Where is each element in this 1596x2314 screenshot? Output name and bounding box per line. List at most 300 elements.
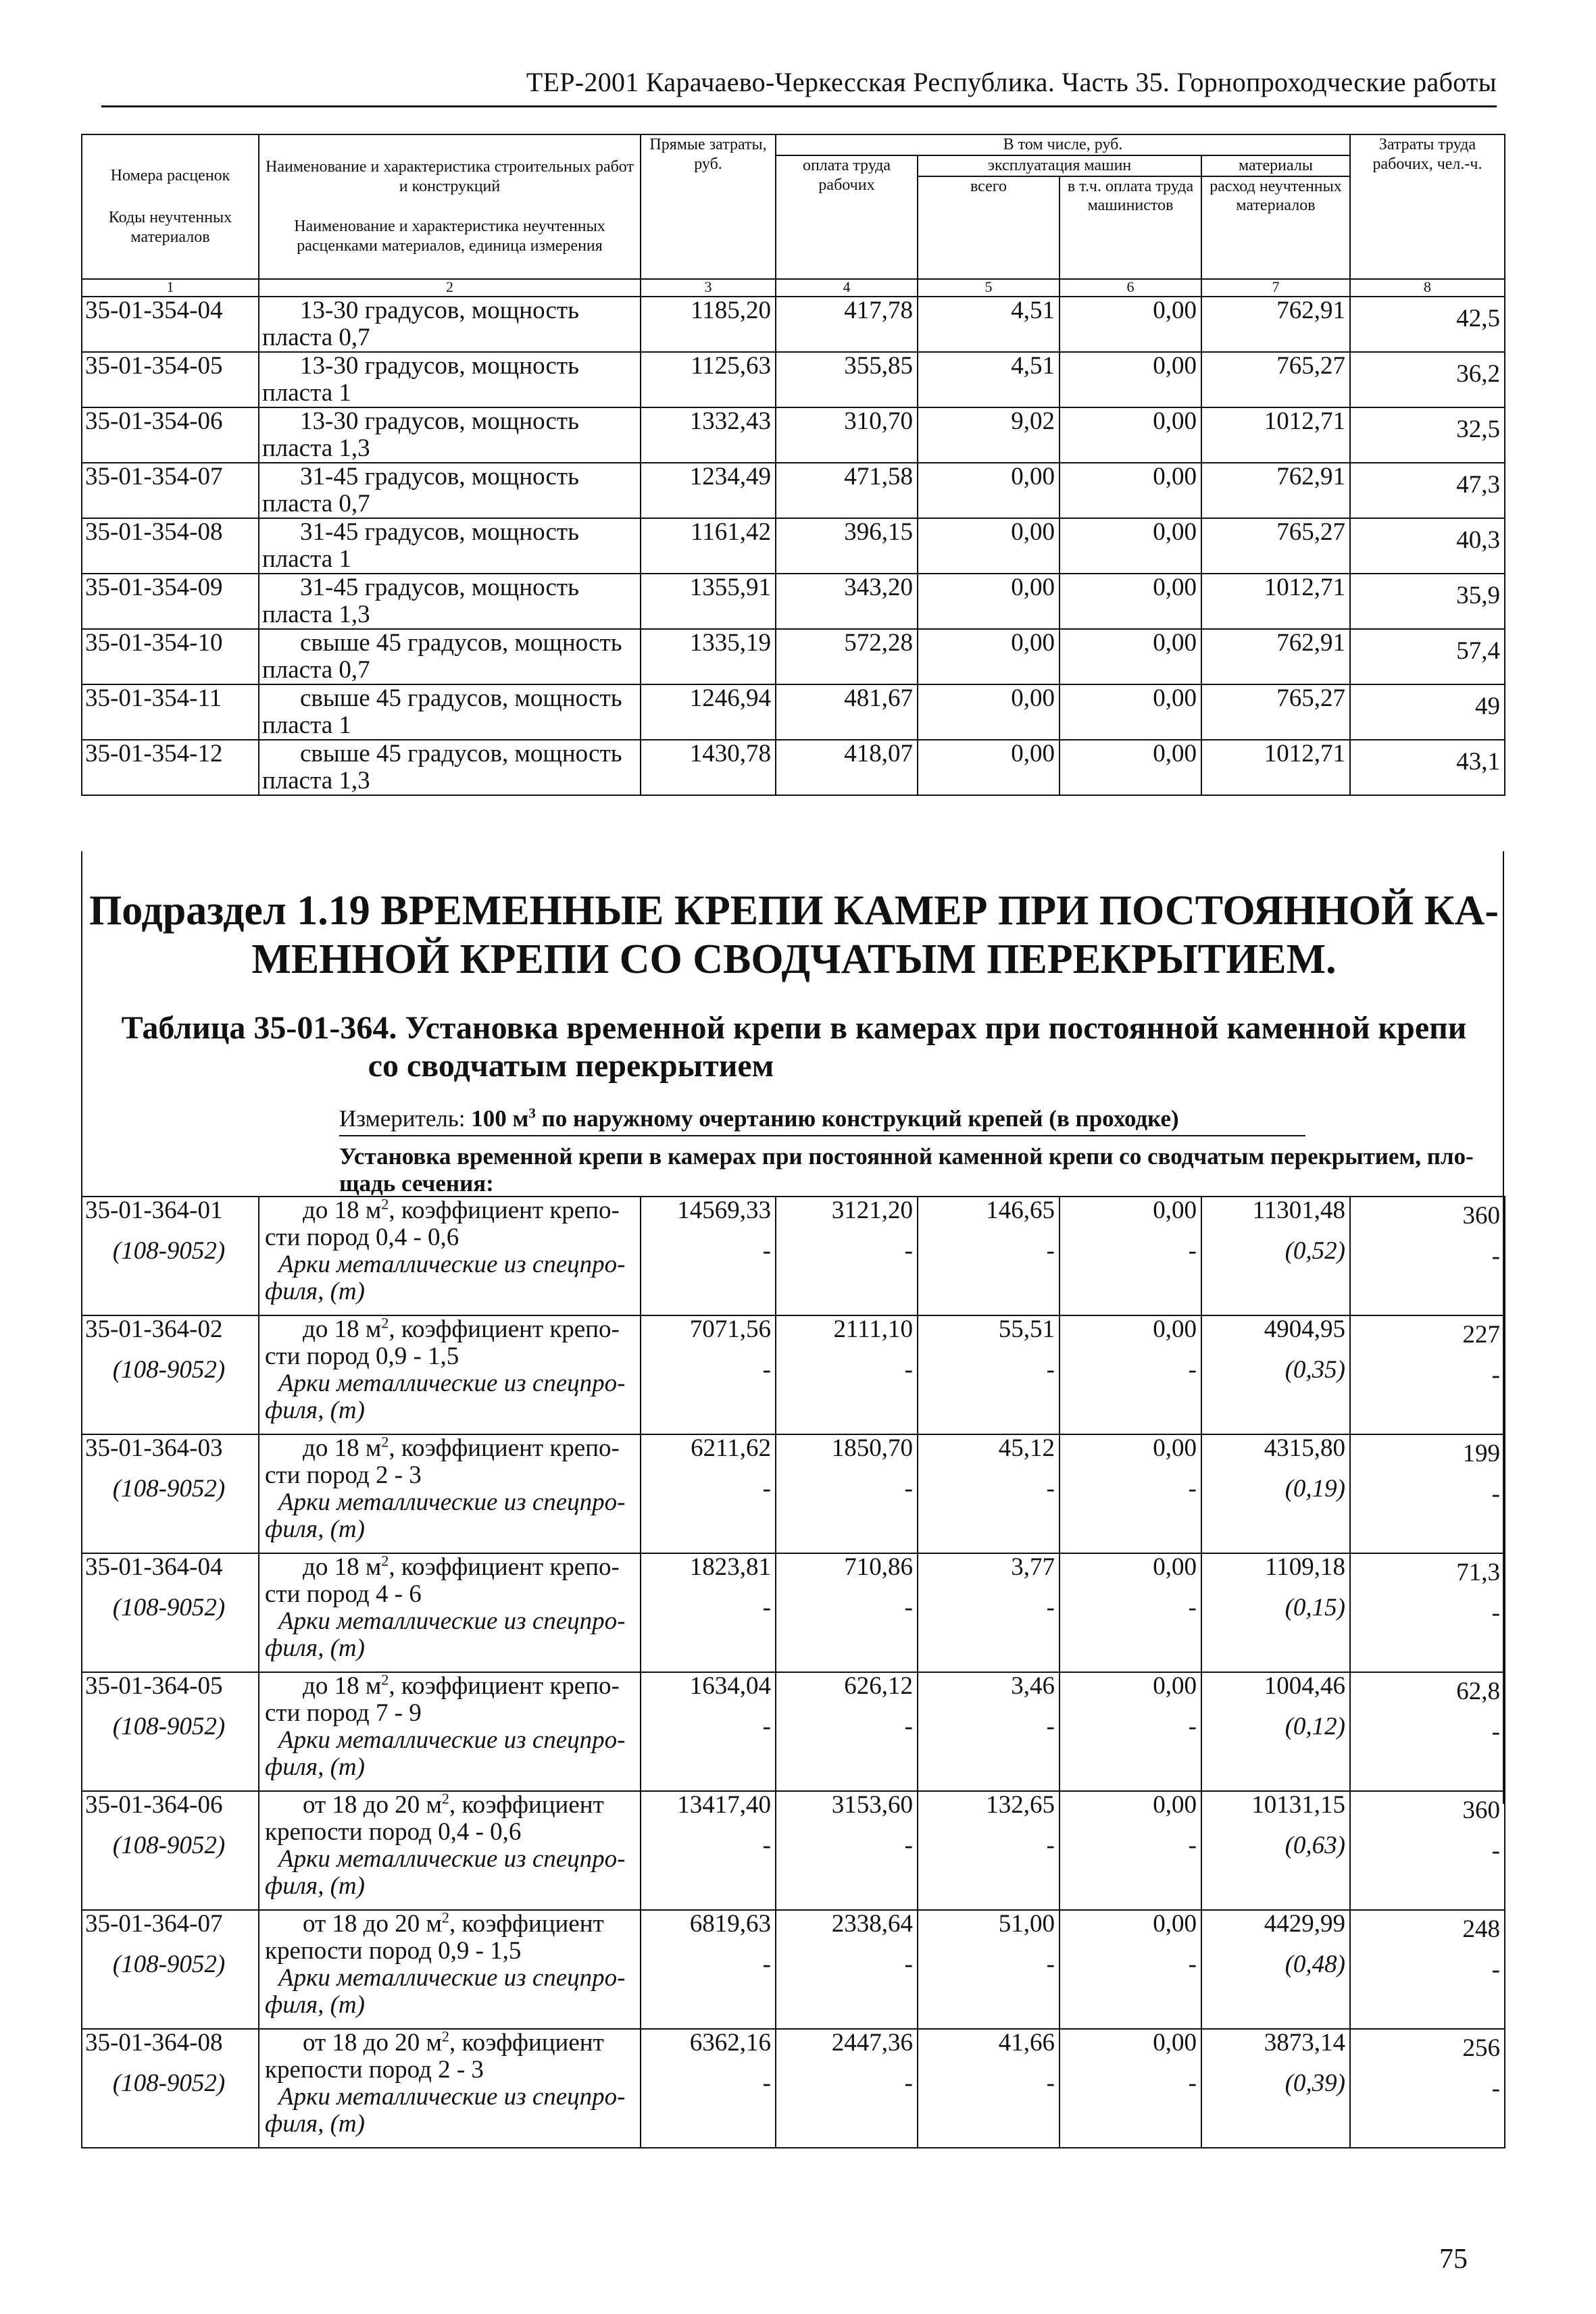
name-sup: 2 <box>381 1197 389 1213</box>
labor-pay <box>776 1910 918 2029</box>
rate-code: 35-01-364-02 <box>85 1315 223 1343</box>
machines-total <box>918 1315 1059 1434</box>
resource-operators-pay: - <box>1188 1356 1197 1384</box>
rate-name-line2: пласта 1 <box>262 545 351 573</box>
spacer <box>1207 1462 1345 1476</box>
resource-code: (108-9052) <box>112 1356 226 1384</box>
rate-code-cell <box>82 1197 259 1315</box>
labor-hours-value: 71,3 <box>1456 1559 1500 1586</box>
spacer <box>782 1343 913 1357</box>
materials-cost <box>1201 1672 1350 1791</box>
machines-total <box>918 1672 1059 1791</box>
name-post: , коэффициент <box>449 1910 604 1938</box>
table-row <box>82 352 1505 407</box>
rate-name <box>259 1315 641 1434</box>
table-row <box>82 297 1505 352</box>
labor-pay: 396,15 <box>776 518 918 574</box>
resource-materials-cost: (0,52) <box>1285 1237 1345 1265</box>
labor-pay-value: 3121,20 <box>831 1197 913 1224</box>
operators-pay <box>1059 1315 1201 1434</box>
spacer <box>1356 1824 1500 1838</box>
operators-pay-value: 0,00 <box>1153 1553 1197 1581</box>
operators-pay-value: 0,00 <box>1153 1434 1197 1462</box>
spacer <box>1207 1938 1345 1951</box>
labor-pay <box>776 1197 918 1315</box>
rate-name-line1: 31-45 градусов, мощность <box>300 518 579 546</box>
materials-cost: 1012,71 <box>1201 407 1350 463</box>
labor-pay-value: 3153,60 <box>831 1791 913 1819</box>
rate-name <box>259 2029 641 2148</box>
rate-name <box>259 740 641 795</box>
resource-operators-pay: - <box>1188 1713 1197 1740</box>
spacer <box>782 1581 913 1594</box>
direct-costs-value: 7071,56 <box>689 1315 771 1343</box>
rate-name-line2: сти пород 7 - 9 <box>265 1699 422 1727</box>
spacer <box>1207 2057 1345 2070</box>
machines-total-value: 55,51 <box>998 1315 1055 1343</box>
operators-pay: 0,00 <box>1059 574 1201 629</box>
direct-costs <box>641 1315 776 1434</box>
column-number: 8 <box>1350 279 1505 297</box>
column-number: 4 <box>776 279 918 297</box>
machines-total: 4,51 <box>918 352 1059 407</box>
spacer <box>647 1819 771 1832</box>
rate-code: 35-01-364-01 <box>85 1197 223 1224</box>
rate-name-line2: крепости пород 0,9 - 1,5 <box>265 1937 522 1965</box>
rate-name <box>259 1910 641 2029</box>
operators-pay: 0,00 <box>1059 463 1201 518</box>
header-operators-pay: в т.ч. оплата труда машинистов <box>1059 176 1201 279</box>
labor-hours <box>1350 1672 1505 1791</box>
spacer <box>647 2057 771 2070</box>
table-title-line2: со сводчатым перекрытием <box>368 1048 774 1084</box>
rate-name-line1 <box>265 1554 634 1581</box>
rate-code-cell <box>82 1791 259 1910</box>
operators-pay <box>1059 1791 1201 1910</box>
resource-machines-total: - <box>1046 1832 1055 1859</box>
rate-code: 35-01-364-04 <box>85 1553 223 1581</box>
materials-cost: 765,27 <box>1201 352 1350 407</box>
rate-code: 35-01-364-03 <box>85 1434 223 1462</box>
resource-direct-costs: - <box>762 1713 771 1740</box>
page-header: ТЕР-2001 Карачаево-Черкесская Республика. Часть 35. Горнопроходческие работы <box>526 67 1497 97</box>
spacer <box>1066 1224 1197 1238</box>
machines-total <box>918 1197 1059 1315</box>
resource-name-line2: филя, (т) <box>265 2110 365 2138</box>
resource-labor-hours: - <box>1491 1718 1500 1746</box>
direct-costs: 1332,43 <box>641 407 776 463</box>
rate-name <box>259 1553 641 1672</box>
resource-labor-hours: - <box>1491 1361 1500 1389</box>
rate-code: 35-01-354-06 <box>82 407 259 463</box>
operators-pay <box>1059 2029 1201 2148</box>
machines-total: 0,00 <box>918 574 1059 629</box>
table-header <box>82 134 1505 279</box>
resource-labor-hours: - <box>1491 1956 1500 1984</box>
resource-name-line2: филя, (т) <box>265 1397 365 1424</box>
direct-costs <box>641 1553 776 1672</box>
resource-name-line1: Арки металлические из спецпро- <box>278 1369 626 1397</box>
labor-pay: 310,70 <box>776 407 918 463</box>
table-row <box>82 684 1505 740</box>
resource-labor-pay: - <box>904 1832 913 1859</box>
resource-labor-pay: - <box>904 1594 913 1621</box>
meter-sup: 3 <box>528 1105 536 1122</box>
rate-name <box>259 629 641 684</box>
spacer <box>924 1581 1055 1594</box>
meter-rest: по наружному очертанию конструкций крепей (в проходке) <box>541 1105 1179 1132</box>
resource-materials-cost: (0,15) <box>1285 1594 1345 1621</box>
rate-code-cell <box>82 1672 259 1791</box>
machines-total <box>918 1434 1059 1553</box>
spacer <box>1356 1230 1500 1243</box>
rate-name <box>259 518 641 574</box>
materials-cost: 762,91 <box>1201 297 1350 352</box>
spacer <box>1066 2057 1197 2070</box>
operators-pay-value: 0,00 <box>1153 1315 1197 1343</box>
rate-name-line1: свыше 45 градусов, мощность <box>300 684 622 712</box>
operators-pay: 0,00 <box>1059 518 1201 574</box>
resource-labor-pay: - <box>904 1475 913 1503</box>
resource-code: (108-9052) <box>112 2069 226 2097</box>
spacer <box>1356 1943 1500 1957</box>
labor-pay: 471,58 <box>776 463 918 518</box>
header-machines: эксплуатация машин <box>918 155 1201 176</box>
operators-pay: 0,00 <box>1059 629 1201 684</box>
resource-name-line2: филя, (т) <box>265 1634 365 1662</box>
resource-materials-cost: (0,12) <box>1285 1713 1345 1740</box>
spacer <box>647 1700 771 1713</box>
resource-code: (108-9052) <box>112 1475 226 1503</box>
rate-name <box>259 574 641 629</box>
materials-cost: 762,91 <box>1201 629 1350 684</box>
labor-pay-value: 626,12 <box>844 1672 913 1700</box>
machines-total <box>918 1910 1059 2029</box>
spacer <box>85 1224 253 1238</box>
rate-name-line2: сти пород 4 - 6 <box>265 1580 422 1608</box>
resource-direct-costs: - <box>762 1951 771 1978</box>
name-pre: до 18 м <box>303 1434 382 1462</box>
labor-hours <box>1350 1434 1505 1553</box>
labor-pay-value: 2338,64 <box>831 1910 913 1938</box>
resource-direct-costs: - <box>762 1594 771 1621</box>
header-materials: материалы <box>1201 155 1350 176</box>
resource-materials-cost: (0,35) <box>1285 1356 1345 1384</box>
column-number: 2 <box>259 279 641 297</box>
name-sup: 2 <box>441 2029 450 2045</box>
resource-operators-pay: - <box>1188 2069 1197 2097</box>
spacer <box>1066 1581 1197 1594</box>
materials-cost: 1012,71 <box>1201 740 1350 795</box>
rate-name-line1: 31-45 градусов, мощность <box>300 462 579 491</box>
table-row <box>82 1197 1505 1315</box>
resource-name-line1: Арки металлические из спецпро- <box>278 2083 626 2111</box>
labor-pay <box>776 1553 918 1672</box>
spacer <box>1066 1819 1197 1832</box>
name-pre: от 18 до 20 м <box>303 1910 442 1938</box>
intro-line1: Установка временной крепи в камерах при постоянной каменной крепи со сводчатым перекрытием, пло- <box>339 1143 1474 1169</box>
materials-cost <box>1201 1910 1350 2029</box>
resource-operators-pay: - <box>1188 1594 1197 1621</box>
operators-pay <box>1059 1672 1201 1791</box>
spacer <box>782 1819 913 1832</box>
rate-name <box>259 463 641 518</box>
name-sup: 2 <box>381 1434 389 1451</box>
rate-name-line2: пласта 0,7 <box>262 655 370 684</box>
labor-hours: 32,5 <box>1350 407 1505 463</box>
rate-code: 35-01-354-04 <box>82 297 259 352</box>
spacer <box>924 1224 1055 1238</box>
labor-hours: 36,2 <box>1350 352 1505 407</box>
materials-cost <box>1201 1791 1350 1910</box>
resource-name-line1: Арки металлические из спецпро- <box>278 1488 626 1516</box>
machines-total: 0,00 <box>918 629 1059 684</box>
table-row <box>82 629 1505 684</box>
name-post: , коэффициент крепо- <box>389 1197 620 1224</box>
spacer <box>1066 1700 1197 1713</box>
rate-name <box>259 1197 641 1315</box>
direct-costs-value: 1634,04 <box>689 1672 771 1700</box>
resource-materials-cost: (0,19) <box>1285 1475 1345 1503</box>
rate-code: 35-01-364-06 <box>85 1791 223 1819</box>
resource-code: (108-9052) <box>112 1713 226 1740</box>
rate-name-line2: пласта 1 <box>262 378 351 407</box>
labor-hours: 47,3 <box>1350 463 1505 518</box>
operators-pay: 0,00 <box>1059 297 1201 352</box>
spacer <box>1066 1462 1197 1476</box>
direct-costs <box>641 1791 776 1910</box>
spacer <box>85 1462 253 1476</box>
rate-code: 35-01-364-08 <box>85 2029 223 2057</box>
table-row <box>82 463 1505 518</box>
labor-hours-value: 360 <box>1462 1796 1500 1824</box>
operators-pay: 0,00 <box>1059 407 1201 463</box>
operators-pay-value: 0,00 <box>1153 1672 1197 1700</box>
name-post: , коэффициент крепо- <box>389 1672 620 1700</box>
spacer <box>782 1462 913 1476</box>
spacer <box>1207 1581 1345 1594</box>
table-row <box>82 1910 1505 2029</box>
materials-cost <box>1201 2029 1350 2148</box>
resource-materials-cost: (0,63) <box>1285 1832 1345 1859</box>
resource-materials-cost: (0,39) <box>1285 2069 1345 2097</box>
machines-total: 0,00 <box>918 463 1059 518</box>
operators-pay <box>1059 1434 1201 1553</box>
materials-cost: 1012,71 <box>1201 574 1350 629</box>
spacer <box>924 1938 1055 1951</box>
machines-total <box>918 2029 1059 2148</box>
spacer <box>1356 1705 1500 1719</box>
resource-operators-pay: - <box>1188 1832 1197 1859</box>
direct-costs-value: 13417,40 <box>677 1791 771 1819</box>
labor-hours-value: 360 <box>1462 1202 1500 1230</box>
rate-name <box>259 1672 641 1791</box>
labor-hours: 43,1 <box>1350 740 1505 795</box>
operators-pay <box>1059 1910 1201 2029</box>
meter-value: 100 м <box>471 1105 529 1132</box>
name-post: , коэффициент <box>449 1791 604 1819</box>
resource-name-line2: филя, (т) <box>265 1991 365 2019</box>
resource-labor-hours: - <box>1491 1837 1500 1865</box>
labor-hours: 42,5 <box>1350 297 1505 352</box>
resource-labor-pay: - <box>904 1237 913 1265</box>
labor-pay <box>776 2029 918 2148</box>
machines-total-value: 3,77 <box>1011 1553 1055 1581</box>
table-row <box>82 740 1505 795</box>
labor-pay: 572,28 <box>776 629 918 684</box>
direct-costs: 1355,91 <box>641 574 776 629</box>
materials-cost-value: 4904,95 <box>1264 1315 1345 1343</box>
direct-costs <box>641 1434 776 1553</box>
header-including: В том числе, руб. <box>776 134 1350 155</box>
resource-machines-total: - <box>1046 1713 1055 1740</box>
name-post: , коэффициент <box>449 2029 604 2057</box>
name-sup: 2 <box>441 1910 450 1926</box>
labor-pay: 481,67 <box>776 684 918 740</box>
resource-name-line1: Арки металлические из спецпро- <box>278 1607 626 1635</box>
labor-hours: 57,4 <box>1350 629 1505 684</box>
rate-code: 35-01-354-11 <box>82 684 259 740</box>
name-post: , коэффициент крепо- <box>389 1553 620 1581</box>
spacer <box>782 1224 913 1238</box>
labor-hours: 35,9 <box>1350 574 1505 629</box>
unit-of-measure <box>339 1105 1179 1132</box>
rate-name-line2: пласта 0,7 <box>262 489 370 518</box>
name-pre: до 18 м <box>303 1315 382 1343</box>
resource-labor-hours: - <box>1491 1480 1500 1508</box>
rate-name-line2: пласта 1 <box>262 711 351 739</box>
rate-code-cell <box>82 1315 259 1434</box>
column-number: 3 <box>641 279 776 297</box>
table-row <box>82 1434 1505 1553</box>
meter-underline <box>339 1135 1305 1136</box>
name-post: , коэффициент крепо- <box>389 1315 620 1343</box>
materials-cost-value: 4429,99 <box>1264 1910 1345 1938</box>
table-row <box>82 1791 1505 1910</box>
resource-operators-pay: - <box>1188 1951 1197 1978</box>
machines-total-value: 41,66 <box>998 2029 1055 2057</box>
resource-direct-costs: - <box>762 1237 771 1265</box>
machines-total-value: 146,65 <box>986 1197 1055 1224</box>
materials-cost-value: 10131,15 <box>1251 1791 1345 1819</box>
header-rate-number <box>82 134 259 279</box>
column-number: 5 <box>918 279 1059 297</box>
subsection-title-line1: Подраздел 1.19 ВРЕМЕННЫЕ КРЕПИ КАМЕР ПРИ ПОСТОЯННОЙ КА- <box>89 888 1499 934</box>
rate-name-line1: 13-30 градусов, мощность <box>300 296 579 324</box>
labor-hours: 49 <box>1350 684 1505 740</box>
direct-costs <box>641 1197 776 1315</box>
labor-hours <box>1350 1553 1505 1672</box>
labor-hours <box>1350 1315 1505 1434</box>
spacer <box>782 1700 913 1713</box>
materials-cost-value: 3873,14 <box>1264 2029 1345 2057</box>
table-row <box>82 1315 1505 1434</box>
operators-pay-value: 0,00 <box>1153 1197 1197 1224</box>
resource-name-line1: Арки металлические из спецпро- <box>278 1845 626 1873</box>
labor-pay <box>776 1434 918 1553</box>
name-pre: от 18 до 20 м <box>303 2029 442 2057</box>
labor-hours-value: 62,8 <box>1456 1678 1500 1705</box>
resource-operators-pay: - <box>1188 1237 1197 1265</box>
rate-name <box>259 297 641 352</box>
materials-cost: 762,91 <box>1201 463 1350 518</box>
rate-name-line1: 13-30 градусов, мощность <box>300 407 579 435</box>
spacer <box>85 1819 253 1832</box>
spacer <box>85 1700 253 1713</box>
operators-pay <box>1059 1197 1201 1315</box>
name-sup: 2 <box>441 1791 450 1807</box>
direct-costs <box>641 1672 776 1791</box>
rate-name-line1: 13-30 градусов, мощность <box>300 351 579 380</box>
name-pre: до 18 м <box>303 1672 382 1700</box>
name-sup: 2 <box>381 1553 389 1569</box>
resource-direct-costs: - <box>762 1475 771 1503</box>
rate-code: 35-01-354-08 <box>82 518 259 574</box>
resource-code: (108-9052) <box>112 1832 226 1859</box>
header-col2-bottom: Наименование и характеристика неучтенных расценками материалов, единица измерения <box>294 217 605 255</box>
resource-machines-total: - <box>1046 2069 1055 2097</box>
labor-hours <box>1350 2029 1505 2148</box>
rate-name <box>259 684 641 740</box>
spacer <box>647 1581 771 1594</box>
direct-costs: 1430,78 <box>641 740 776 795</box>
spacer <box>85 2057 253 2070</box>
resource-direct-costs: - <box>762 1356 771 1384</box>
rate-code: 35-01-354-09 <box>82 574 259 629</box>
labor-hours-value: 199 <box>1462 1440 1500 1467</box>
direct-costs: 1161,42 <box>641 518 776 574</box>
machines-total-value: 132,65 <box>986 1791 1055 1819</box>
resource-machines-total: - <box>1046 1475 1055 1503</box>
labor-pay: 355,85 <box>776 352 918 407</box>
operators-pay: 0,00 <box>1059 740 1201 795</box>
rate-name-line1 <box>265 1435 634 1462</box>
rate-code: 35-01-364-05 <box>85 1672 223 1700</box>
column-number: 6 <box>1059 279 1201 297</box>
spacer <box>647 1343 771 1357</box>
table-title-line1: Таблица 35-01-364. Установка временной крепи в камерах при постоянной каменной крепи <box>121 1010 1467 1046</box>
labor-pay <box>776 1315 918 1434</box>
name-pre: от 18 до 20 м <box>303 1791 442 1819</box>
rate-name-line1 <box>265 1197 634 1224</box>
materials-cost-value: 4315,80 <box>1264 1434 1345 1462</box>
spacer <box>1207 1343 1345 1357</box>
resource-labor-pay: - <box>904 1356 913 1384</box>
header-rule <box>101 105 1497 107</box>
materials-cost: 765,27 <box>1201 518 1350 574</box>
subsection-title-line2: МЕННОЙ КРЕПИ СО СВОДЧАТЫМ ПЕРЕКРЫТИЕМ. <box>251 936 1337 982</box>
column-numbers <box>82 279 1505 297</box>
labor-hours <box>1350 1197 1505 1315</box>
installation-intro <box>339 1143 1481 1197</box>
table-row <box>82 2029 1505 2148</box>
resource-labor-hours: - <box>1491 1599 1500 1627</box>
header-col1-top: Номера расценок <box>110 166 230 184</box>
header-work-name <box>259 134 641 279</box>
resource-code: (108-9052) <box>112 1237 226 1265</box>
spacer <box>1356 1349 1500 1362</box>
rates-table-364 <box>81 1196 1505 2148</box>
operators-pay-value: 0,00 <box>1153 1910 1197 1938</box>
rate-code-cell <box>82 1910 259 2029</box>
materials-cost-value: 1004,46 <box>1264 1672 1345 1700</box>
rate-name <box>259 1791 641 1910</box>
name-post: , коэффициент крепо- <box>389 1434 620 1462</box>
spacer <box>647 1462 771 1476</box>
name-pre: до 18 м <box>303 1553 382 1581</box>
direct-costs: 1335,19 <box>641 629 776 684</box>
rate-name-line2: сти пород 2 - 3 <box>265 1461 422 1489</box>
